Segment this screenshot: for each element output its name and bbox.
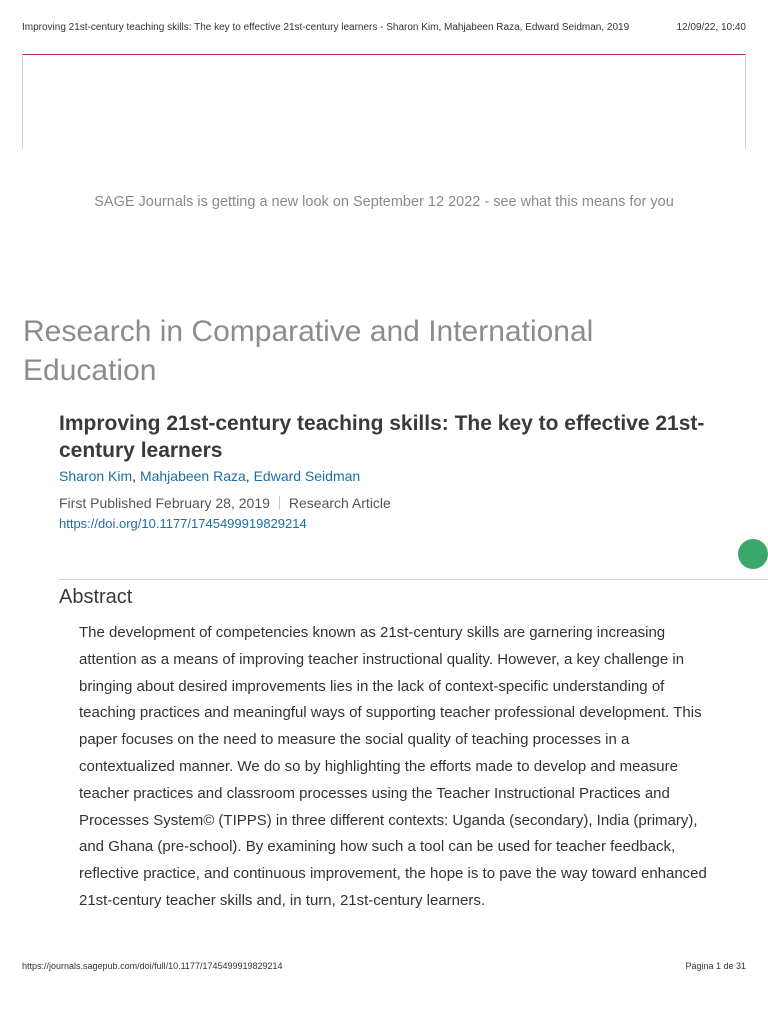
abstract-line: teacher practices and classroom processes using the Teacher Instructional Practices and <box>79 784 670 802</box>
print-header-datetime: 12/09/22, 10:40 <box>676 22 746 33</box>
meta-divider <box>279 496 280 510</box>
print-header-title: Improving 21st-century teaching skills: The key to effective 21st-century learners - Sharon Kim, Mahjabeen Raza, Edward Seidman, 2019 <box>22 22 630 33</box>
abstract-line: The development of competencies known as 21st-century skills are garnering increasing <box>79 624 666 641</box>
site-header-frame <box>22 54 746 149</box>
article-title <box>59 410 759 464</box>
access-badge-icon[interactable] <box>738 539 768 569</box>
author-link[interactable]: Edward Seidman <box>253 468 361 484</box>
author-link[interactable]: Mahjabeen Raza <box>139 468 246 484</box>
abstract-body <box>79 620 745 914</box>
section-divider <box>59 579 768 580</box>
abstract-line: paper focuses on the need to measure the social quality of teaching processes in a <box>79 731 630 749</box>
author-separator: , <box>245 468 254 484</box>
abstract-line: Processes System© (TIPPS) in three different contexts: Uganda (secondary), India (primary), <box>79 811 698 829</box>
abstract-line: bringing about desired improvements lies in the lack of context-specific understanding of <box>79 677 665 695</box>
author-list <box>59 468 360 484</box>
print-footer-url: https://journals.sagepub.com/doi/full/10.1177/1745499919829214 <box>22 961 283 971</box>
abstract-line: 21st-century teacher skills and, in turn, 21st-century learners. <box>79 891 486 909</box>
print-header <box>22 22 746 36</box>
journal-title[interactable] <box>23 312 723 390</box>
article-meta <box>59 495 391 511</box>
author-link[interactable]: Sharon Kim <box>59 468 133 484</box>
author-separator: , <box>132 468 140 484</box>
print-footer-page-number: Página 1 de 31 <box>685 961 746 971</box>
article-title-line2: century learners <box>59 439 223 462</box>
abstract-heading: Abstract <box>59 586 133 608</box>
doi-link[interactable]: https://doi.org/10.1177/1745499919829214 <box>59 516 307 531</box>
journal-title-line2: Education <box>23 354 157 387</box>
redesign-notice-banner[interactable]: SAGE Journals is getting a new look on September 12 2022 - see what this means for you <box>94 194 674 210</box>
abstract-line: attention as a means of improving teacher instructional quality. However, a key challenge in <box>79 650 685 668</box>
journal-title-line1: Research in Comparative and International <box>23 315 594 348</box>
article-type: Research Article <box>288 495 391 511</box>
abstract-line: reflective practice, and continuous improvement, the hope is to pave the way toward enhanced <box>79 865 707 883</box>
first-published-date: First Published February 28, 2019 <box>59 495 270 511</box>
print-footer <box>22 961 746 975</box>
abstract-line: and Ghana (pre-school). By examining how such a tool can be used for teacher feedback, <box>79 838 676 856</box>
abstract-line: teaching practices and meaningful ways of supporting teacher professional development. This <box>79 704 702 722</box>
article-title-line1: Improving 21st-century teaching skills: The key to effective 21st- <box>59 412 705 435</box>
abstract-line: contextualized manner. We do so by highlighting the efforts made to develop and measure <box>79 757 678 775</box>
